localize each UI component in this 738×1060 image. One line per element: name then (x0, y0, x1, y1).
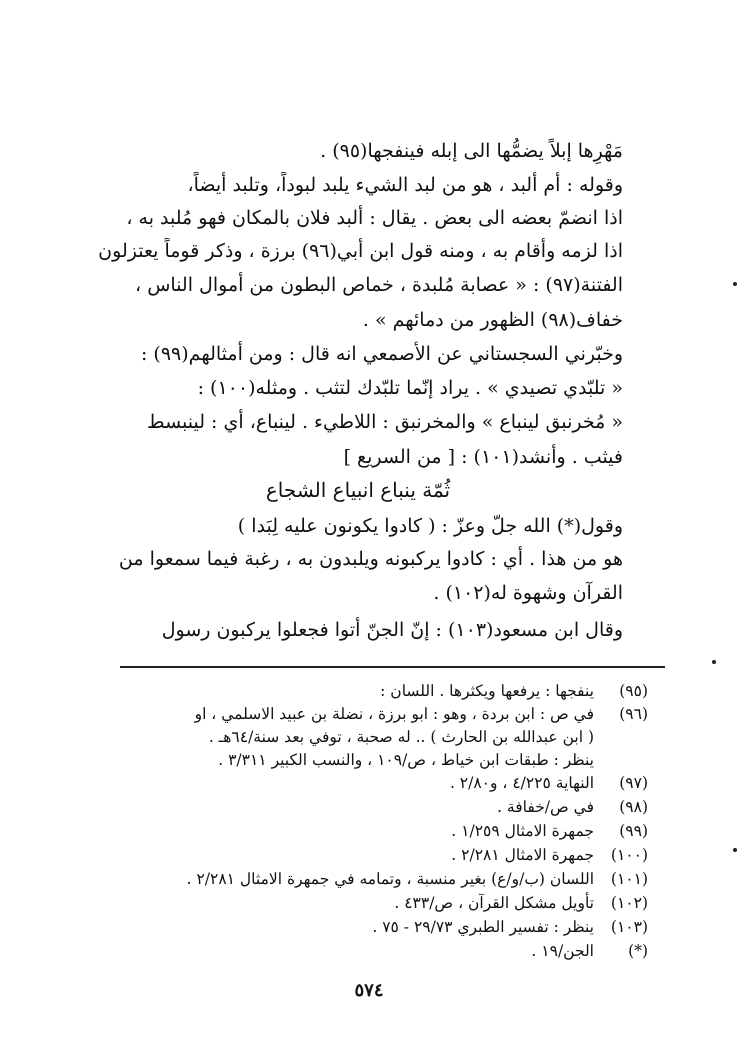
footnote-text: في ص/خفافة . (497, 798, 594, 816)
footnote-100 (83, 844, 648, 866)
body-line-13: هو من هذا . أي : كادوا يركبونه ويلبدون به ، رغبة فيما سمعوا من (118, 548, 623, 570)
verse-line: ثُمّة ينباع انبياع الشجاع (265, 478, 451, 502)
footnote-text: النهاية ٤/٢٢٥ ، و٢/٨٠ . (449, 774, 594, 792)
footnote-number: (٩٧) (619, 774, 648, 792)
footnote-text: اللسان (ب/و/ع) بغير منسبة ، وتمامه في جمهرة الامثال ٢/٢٨١ . (186, 870, 594, 888)
footnote-101 (83, 868, 648, 890)
footnote-text: في ص : ابن بردة ، وهو : ابو برزة ، نضلة بن عبيد الاسلمي ، او (194, 705, 594, 723)
scan-speck (733, 282, 737, 286)
body-line-2: وقوله : أم ألبد ، هو من لبد الشيء يلبد لبوداً، وتلبد أيضاً، (187, 174, 623, 196)
footnote-95 (83, 680, 648, 702)
body-line-10: فيثب . وأنشد(١٠١) : [ من السريع ] (343, 446, 623, 468)
footnote-text: ينفجها : يرفعها ويكثرها . اللسان : (380, 682, 594, 700)
footnote-text: الجن/١٩ . (531, 942, 594, 960)
footnote-103 (83, 916, 648, 938)
footnote-number: (٩٩) (619, 822, 648, 840)
quran-citation-line: وقول(*) الله جلّ وعزّ : ( كادوا يكونون عليه لِبَدا ) (237, 515, 623, 537)
body-line-5: الفتنة(٩٧) : « عصابة مُلبدة ، خماص البطون من أموال الناس ، (135, 274, 623, 296)
footnote-102 (83, 892, 648, 914)
body-line-7: وخبّرني السجستاني عن الأصمعي انه قال : ومن أمثالهم(٩٩) : (140, 343, 623, 365)
body-line-14: القرآن وشهوة له(١٠٢) . (433, 582, 623, 604)
footnote-text: تأويل مشكل القرآن ، ص/٤٣٣ . (394, 894, 594, 912)
footnote-text: جمهرة الامثال ١/٢٥٩ . (451, 822, 594, 840)
footnote-text: جمهرة الامثال ٢/٢٨١ . (451, 846, 594, 864)
footnote-divider (120, 666, 665, 668)
footnote-96-continued: ( ابن عبدالله بن الحارث ) .. له صحبة ، توفي بعد سنة/٦٤هـ . (208, 728, 594, 746)
footnote-98 (83, 796, 648, 818)
body-line-3: اذا انضمّ بعضه الى بعض . يقال : ألبد فلان بالمكان فهو مُلبد به ، (126, 207, 623, 229)
body-line-1: مَهْرِها إبلاً يضمُّها الى إبله فينفجها(٩٥) . (320, 140, 623, 162)
body-line-9: « مُخرنبق لينباع » والمخرنبق : اللاطيء . لينباع، أي : لينبسط (147, 411, 623, 433)
body-line-8: « تلبّدي تصيدي » . يراد إنّما تلبّدك لتثب . ومثله(١٠٠) : (197, 377, 623, 399)
body-line-4: اذا لزمه وأقام به ، ومنه قول ابن أبي(٩٦) برزة ، وذكر قوماً يعتزلون (98, 240, 623, 262)
footnote-number: (*) (628, 942, 648, 960)
page-number: ٥٧٤ (354, 980, 384, 1001)
footnote-number: (١٠٢) (610, 894, 648, 912)
footnote-number: (٩٨) (619, 798, 648, 816)
footnote-99 (83, 820, 648, 842)
scan-speck (733, 848, 737, 852)
footnote-number: (٩٦) (619, 705, 648, 723)
footnote-number: (١٠١) (610, 870, 648, 888)
footnote-number: (١٠٣) (610, 918, 648, 936)
footnote-text: ينظر : تفسير الطبري ٢٩/٧٣ - ٧٥ . (372, 918, 594, 936)
footnote-number: (١٠٠) (610, 846, 648, 864)
footnote-97 (83, 772, 648, 794)
body-line-6: خفاف(٩٨) الظهور من دمائهم » . (362, 309, 623, 331)
scan-speck (712, 660, 716, 664)
footnote-number: (٩٥) (619, 682, 648, 700)
footnote-96-continued: ينظر : طبقات ابن خياط ، ص/١٠٩ ، والنسب الكبير ٣/٣١١ . (218, 751, 594, 769)
body-line-15: وقال ابن مسعود(١٠٣) : إنّ الجنّ أتوا فجعلوا يركبون رسول (161, 619, 623, 641)
footnote-96 (83, 703, 648, 725)
footnote-star (83, 940, 648, 962)
